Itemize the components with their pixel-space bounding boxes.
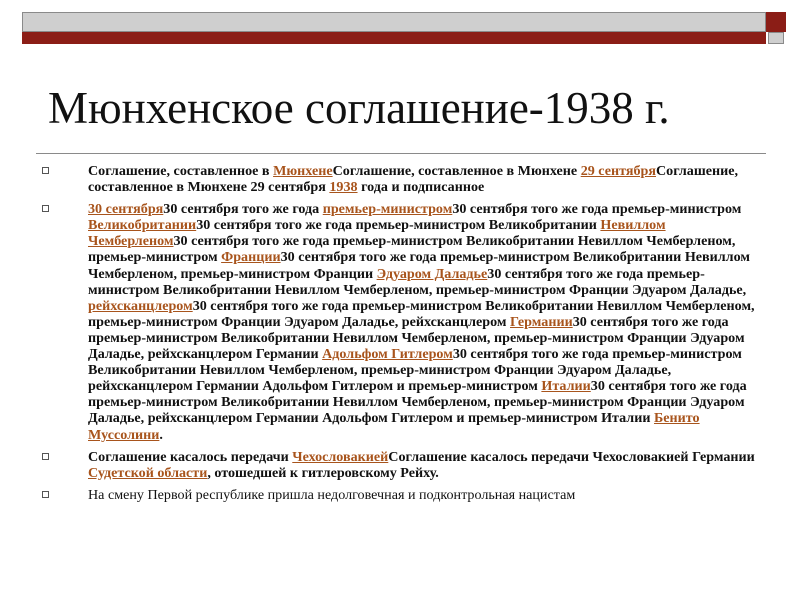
bullet-text: 30 сентября того же года премьер-министром [452,201,742,218]
bullet-text: Соглашение касалось передачи [88,448,293,465]
hyperlink[interactable]: Германии [510,313,573,330]
bullet-text: 30 сентября того же года премьер-министром Великобритании Невиллом Чемберленом, премьер-министром Франции Эдуаром Даладье, рейхсканцлером Германии Адольфом Гитлером и премьер-министром Италии [88,378,747,427]
bullet-text: 30 сентября того же года премьер-министром Великобритании Невиллом Чемберленом, премьер-министром Франции Эдуаром Даладье, [88,265,747,298]
square-bullet-icon [42,491,49,498]
bullet-text: 30 сентября того же года премьер-министром Великобритании Невиллом Чемберленом, премьер-министром Франции Эдуаром Даладье, рейхсканцлером Германии [88,313,745,363]
red-decorative-line [22,32,766,44]
hyperlink[interactable]: Мюнхене [273,163,333,179]
bullet-text: 30 сентября того же года [163,201,323,218]
hyperlink[interactable]: рейхсканцлером [88,297,193,314]
title-divider [36,153,766,154]
bullet-text: 30 сентября того же года премьер-министром Великобритании Невиллом Чемберленом, премьер-министром Франции Эдуаром Даладье, рейхсканцлером Германии Адольфом Гитлером и премьер-министром [88,346,742,395]
hyperlink[interactable]: 29 сентября [580,163,656,179]
bullet-text: Соглашение, составленное в [88,163,274,179]
bullet-text: На смену Первой республике пришла недолговечная и подконтрольная нацистам [88,486,576,503]
bullet-item [36,201,766,442]
hyperlink[interactable]: 1938 [329,179,358,196]
bullet-text: Соглашение, составленное в Мюнхене [332,163,581,179]
hyperlink[interactable]: Эдуаром Даладье [376,265,488,282]
square-bullet-icon [42,167,49,174]
bullet-text: 30 сентября того же года премьер-министром Великобритании Невиллом Чемберленом, премьер-министром [88,233,736,266]
hyperlink[interactable]: Италии [541,378,591,395]
hyperlink[interactable]: Бенито Муссолини [88,410,700,443]
top-accent-square [766,12,786,32]
hyperlink[interactable]: 30 сентября [88,201,164,218]
hyperlink[interactable]: премьер-министром [322,201,453,218]
bullet-text: Соглашение касалось передачи Чехословакией Германии [388,448,755,465]
slide-title: Мюнхенское соглашение-1938 г. [48,83,670,133]
hyperlink[interactable]: Франции [221,249,281,266]
bullet-text: года и подписанное [357,179,485,196]
corner-square [768,32,784,44]
bullet-text: 30 сентября того же года премьер-министром Великобритании Невиллом Чемберленом, премьер-министром Франции [88,249,750,282]
bullet-text: 30 сентября того же года премьер-министром Великобритании Невиллом Чемберленом, премьер-министром Франции Эдуаром Даладье, рейхсканцлером [88,297,755,330]
bullet-text: Соглашение, составленное в Мюнхене 29 сентября [88,163,739,196]
bullet-item [36,449,766,481]
bullet-text: 30 сентября того же года премьер-министром Великобритании [196,217,601,234]
top-decorative-bar [22,12,766,32]
hyperlink[interactable]: Адольфом Гитлером [322,346,453,363]
hyperlink[interactable]: Невиллом Чемберленом [88,217,666,250]
bullet-list [36,163,766,509]
bullet-item [36,163,766,195]
hyperlink[interactable]: Судетской области [88,464,208,481]
bullet-text: , отошедшей к гитлеровскому Рейху. [207,464,439,481]
bullet-text: . [159,426,163,443]
bullet-item [36,487,766,503]
hyperlink[interactable]: Великобритании [88,217,197,234]
hyperlink[interactable]: Чехословакией [292,448,389,465]
square-bullet-icon [42,205,49,212]
square-bullet-icon [42,453,49,460]
